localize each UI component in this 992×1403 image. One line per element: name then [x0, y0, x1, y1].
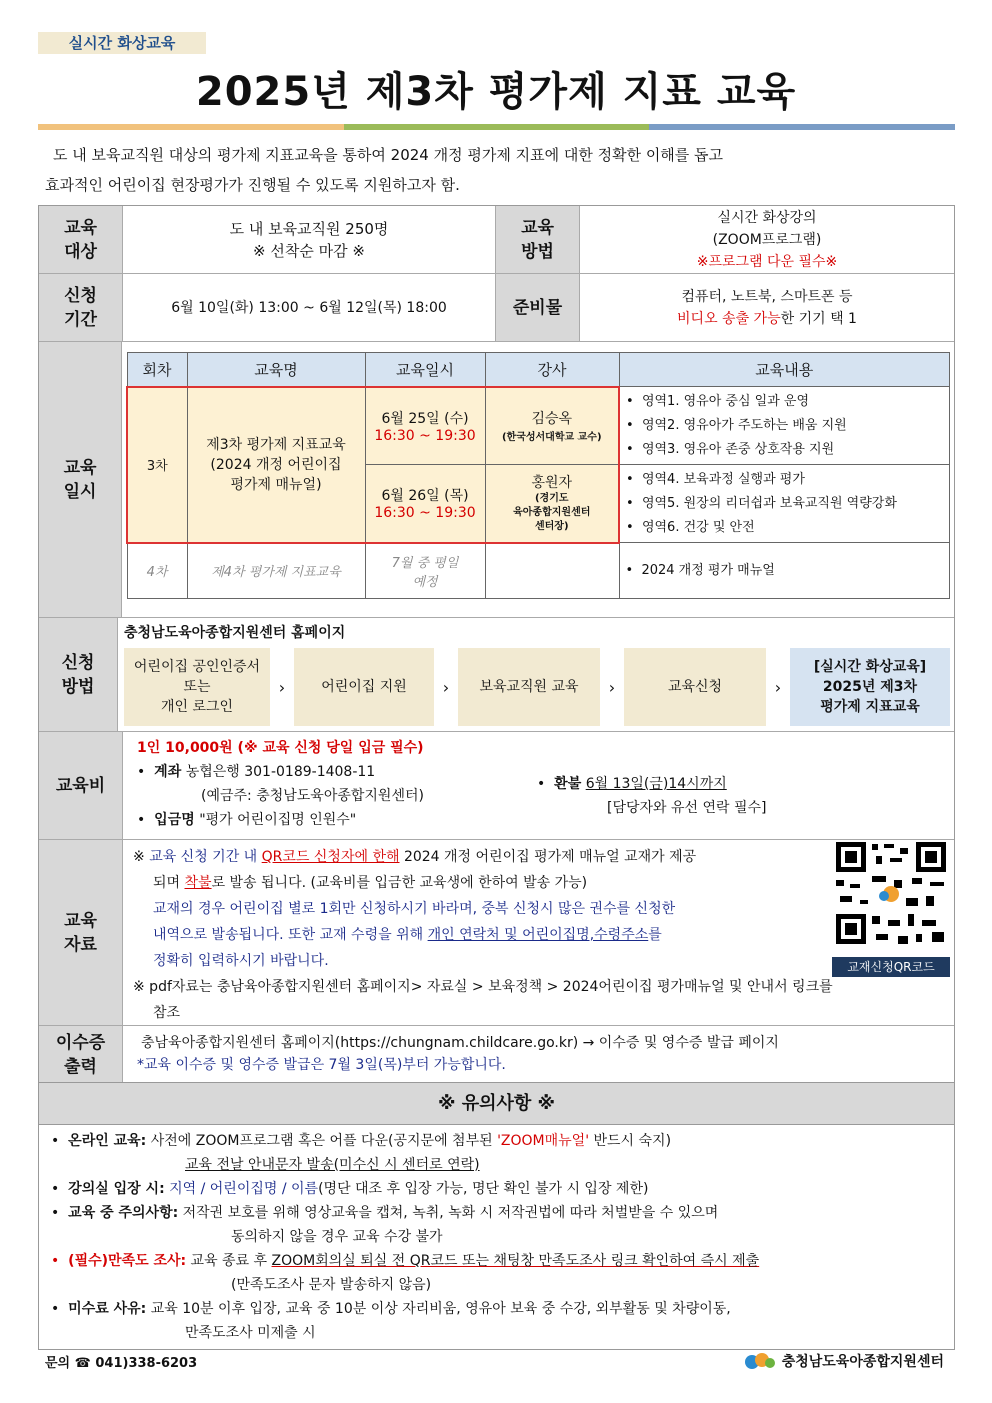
fee-depositor-label: 입금명 [154, 812, 195, 828]
content-1-1-text: 영역1. 영유아 중심 일과 운영 [641, 393, 810, 409]
target-cell [123, 206, 496, 273]
instructor-2-name: 홍원자 [531, 475, 573, 492]
col-date: 교육일시 [365, 353, 485, 387]
content-2 [619, 465, 950, 543]
step-final: [실시간 화상교육] 2025년 제3차 평가제 지표교육 [790, 648, 950, 726]
qr-label: 교재신청QR코드 [832, 957, 950, 977]
apply-site: 충청남도육아종합지원센터 홈페이지 [124, 625, 346, 641]
method-line-1: 실시간 화상강의 [717, 209, 817, 226]
note-caution-2: 동의하지 않을 경우 교육 수강 불가 [231, 1229, 443, 1245]
content-1-1: • 영역1. 영유아 중심 일과 운영 [626, 393, 810, 409]
instructor-1-name: 김승옥 [531, 411, 573, 428]
apply-label: 신청 방법 [39, 618, 118, 731]
method-cell [580, 206, 954, 273]
col-name: 교육명 [187, 353, 365, 387]
main-table [38, 205, 955, 1085]
fee-depositor: • 입금명 "평가 어린이집명 인원수" [137, 812, 357, 828]
fee-account: • 계좌 농협은행 301-0189-1408-11 [137, 764, 376, 780]
schedule-label: 교육 일시 [39, 342, 122, 617]
fee-account-value: 농협은행 301-0189-1408-11 [185, 764, 376, 780]
cert-cell [123, 1026, 954, 1084]
step-arrow-4: › [774, 677, 782, 697]
fee-label: 교육비 [39, 732, 123, 839]
step-daycare-support: 어린이집 지원 [294, 648, 434, 726]
schedule-table [126, 352, 950, 599]
date-4: 7월 중 평일 예정 [365, 543, 485, 599]
material-p7: 참조 [153, 1005, 181, 1021]
material-p4: 내역으로 발송됩니다. 또한 교재 수령을 위해 개인 연락처 및 어린이집명,수령주소를 [153, 927, 662, 943]
col-instructor: 강사 [485, 353, 619, 387]
date-1-day: 6월 25일 (수) [381, 410, 469, 427]
period-value: 6월 10일(화) 13:00 ~ 6월 12일(목) 18:00 [123, 274, 496, 341]
target-line-1: 도 내 보육교직원 250명 [229, 219, 389, 238]
fee-holder: (예금주: 충청남도육아종합지원센터) [201, 788, 424, 804]
method-label: 교육 방법 [496, 206, 580, 273]
content-2-1: • 영역4. 보육과정 실행과 평가 [626, 471, 805, 487]
instructor-4 [485, 543, 619, 599]
note-survey: • (필수)만족도 조사: 교육 종료 후 ZOOM회의실 퇴실 전 QR코드 또는 채팅창 만족도조사 링크 확인하여 즉시 제출 [51, 1253, 760, 1269]
target-label: 교육 대상 [39, 206, 123, 273]
name-4: 제4차 평가제 지표교육 [187, 543, 365, 599]
name-3: 제3차 평가제 지표교육 (2024 개정 어린이집 평가제 매뉴얼) [187, 387, 365, 543]
content-1-2-text: 영역2. 영유아가 주도하는 배움 지원 [641, 417, 847, 433]
intro-line-1: 도 내 보육교직원 대상의 평가제 지표교육을 통하여 2024 개정 평가제 지표에 대한 정확한 이해를 돕고 [53, 146, 724, 164]
content-4: • 2024 개정 평가 매뉴얼 [619, 543, 950, 599]
prep-line-2 [677, 308, 857, 330]
prep-rest: 한 기기 택 1 [780, 310, 857, 327]
schedule-wrap [122, 342, 954, 617]
fee-cell [123, 732, 954, 839]
apply-cell [118, 618, 954, 731]
badge: 실시간 화상교육 [38, 32, 206, 54]
date-2-day: 6월 26일 (목) [381, 488, 469, 505]
content-2-2: • 영역5. 원장의 리더쉽과 보육교직원 역량강화 [626, 495, 897, 511]
instructor-2-org: (경기도 육아종합지원센터 센터장) [513, 493, 591, 533]
cert-label: 이수증 출력 [39, 1026, 123, 1084]
material-p5: 정확히 입력하시기 바랍니다. [153, 953, 329, 969]
note-online: • 온라인 교육: 사전에 ZOOM프로그램 혹은 어플 다운(공지문에 첨부된 'ZOOM매뉴얼' 반드시 숙지) [51, 1133, 672, 1149]
date-1 [365, 387, 485, 465]
prep-highlight: 비디오 송출 가능 [677, 310, 781, 327]
fee-refund-value: 6월 13일(금)14시까지 [585, 776, 727, 792]
footer-logo [742, 1350, 944, 1372]
material-p6: ※ pdf자료는 충남육아종합지원센터 홈페이지> 자료실 > 보육정책 > 2024어린이집 평가매뉴얼 및 안내서 링크를 [133, 979, 833, 995]
period-label: 신청 기간 [39, 274, 123, 341]
prep-line-1: 컴퓨터, 노트북, 스마트폰 등 [681, 288, 853, 305]
fee-headline: 1인 10,000원 (※ 교육 신청 당일 입금 필수) [137, 740, 424, 756]
content-2-3-text: 영역6. 건강 및 안전 [641, 519, 755, 535]
fee-refund: • 환불 6월 13일(금)14시까지 [537, 776, 727, 792]
notes-header: ※ 유의사항 ※ [39, 1083, 954, 1125]
method-line-3: ※프로그램 다운 필수※ [696, 253, 838, 270]
target-line-2: ※ 선착순 마감 ※ [253, 241, 365, 260]
instructor-2 [485, 465, 619, 543]
cert-line-2: *교육 이수증 및 영수증 발급은 7월 3일(목)부터 가능합니다. [137, 1057, 506, 1073]
qr-code-icon [832, 840, 950, 948]
step-arrow-2: › [442, 677, 450, 697]
content-2-2-text: 영역5. 원장의 리더쉽과 보육교직원 역량강화 [641, 495, 897, 511]
org-name: 충청남도육아종합지원센터 [781, 1354, 944, 1370]
fee-depositor-value: "평가 어린이집명 인원수" [199, 812, 357, 828]
fee-refund-label: 환불 [554, 776, 582, 792]
material-p3: 교재의 경우 어린이집 별로 1회만 신청하시기 바라며, 중복 신청시 많은 권수를 신청한 [153, 901, 676, 917]
prep-cell [580, 274, 954, 341]
instructor-1 [485, 387, 619, 465]
notes-section [38, 1082, 955, 1350]
content-1-3-text: 영역3. 영유아 존중 상호작용 지원 [641, 441, 835, 457]
note-online-2: 교육 전날 안내문자 발송(미수신 시 센터로 연락) [185, 1157, 480, 1173]
footer-contact: 문의 ☎ 041)338-6203 [45, 1356, 198, 1371]
note-caution: • 교육 중 주의사항: 저작권 보호를 위해 영상교육을 캡쳐, 녹취, 녹화 시 저작권법에 따라 처벌받을 수 있으며 [51, 1205, 719, 1221]
material-cell [123, 840, 954, 1025]
col-round: 회차 [127, 353, 187, 387]
material-p1: ※ 교육 신청 기간 내 QR코드 신청자에 한해 2024 개정 어린이집 평가제 매뉴얼 교재가 제공 [133, 849, 697, 865]
content-2-3: • 영역6. 건강 및 안전 [626, 519, 755, 535]
date-2-time: 16:30 ~ 19:30 [374, 505, 476, 522]
intro [45, 140, 945, 200]
method-line-2: (ZOOM프로그램) [712, 231, 822, 248]
step-arrow-1: › [278, 677, 286, 697]
material-p2: 되며 착불로 발송 됩니다. (교육비를 입금한 교육생에 한하여 발송 가능) [153, 875, 588, 891]
page-title: 2025년 제3차 평가제 지표 교육 [195, 69, 797, 115]
title-color-bar [38, 124, 955, 130]
fee-account-label: 계좌 [154, 764, 182, 780]
note-entry: • 강의실 입장 시: 지역 / 어린이집명 / 이름(명단 대조 후 입장 가능, 명단 확인 불가 시 입장 제한) [51, 1181, 649, 1197]
qr-block[interactable] [832, 840, 950, 974]
date-1-time: 16:30 ~ 19:30 [374, 427, 476, 444]
content-1 [619, 387, 950, 465]
note-survey-2: (만족도조사 문자 발송하지 않음) [231, 1277, 432, 1293]
fee-refund-note: [담당자와 유선 연락 필수] [607, 800, 767, 816]
prep-label: 준비물 [496, 274, 580, 341]
content-1-2: • 영역2. 영유아가 주도하는 배움 지원 [626, 417, 847, 433]
step-education-apply: 교육신청 [624, 648, 766, 726]
note-incomplete: • 미수료 사유: 교육 10분 이후 입장, 교육 중 10분 이상 자리비움, 영유아 보육 중 수강, 외부활동 및 차량이동, [51, 1301, 731, 1317]
round-3: 3차 [127, 387, 187, 543]
col-content: 교육내용 [619, 353, 950, 387]
content-4-text: 2024 개정 평가 매뉴얼 [641, 562, 775, 578]
instructor-1-org: (한국성서대학교 교수) [501, 432, 602, 444]
step-login: 어린이집 공인인증서 또는 개인 로그인 [124, 648, 270, 726]
org-logo-icon [742, 1350, 776, 1372]
note-incomplete-2: 만족도조사 미제출 시 [185, 1325, 316, 1341]
round-4: 4차 [127, 543, 187, 599]
content-2-1-text: 영역4. 보육과정 실행과 평가 [641, 471, 805, 487]
date-2 [365, 465, 485, 543]
content-1-3: • 영역3. 영유아 존중 상호작용 지원 [626, 441, 835, 457]
apply-steps [124, 648, 950, 726]
cert-line-1: 충남육아종합지원센터 홈페이지(https://chungnam.childcare.go.kr) → 이수증 및 영수증 발급 페이지 [141, 1035, 779, 1051]
step-staff-education: 보육교직원 교육 [458, 648, 600, 726]
intro-line-2: 효과적인 어린이집 현장평가가 진행될 수 있도록 지원하고자 함. [45, 176, 460, 194]
step-arrow-3: › [608, 677, 616, 697]
material-label: 교육 자료 [39, 840, 123, 1025]
